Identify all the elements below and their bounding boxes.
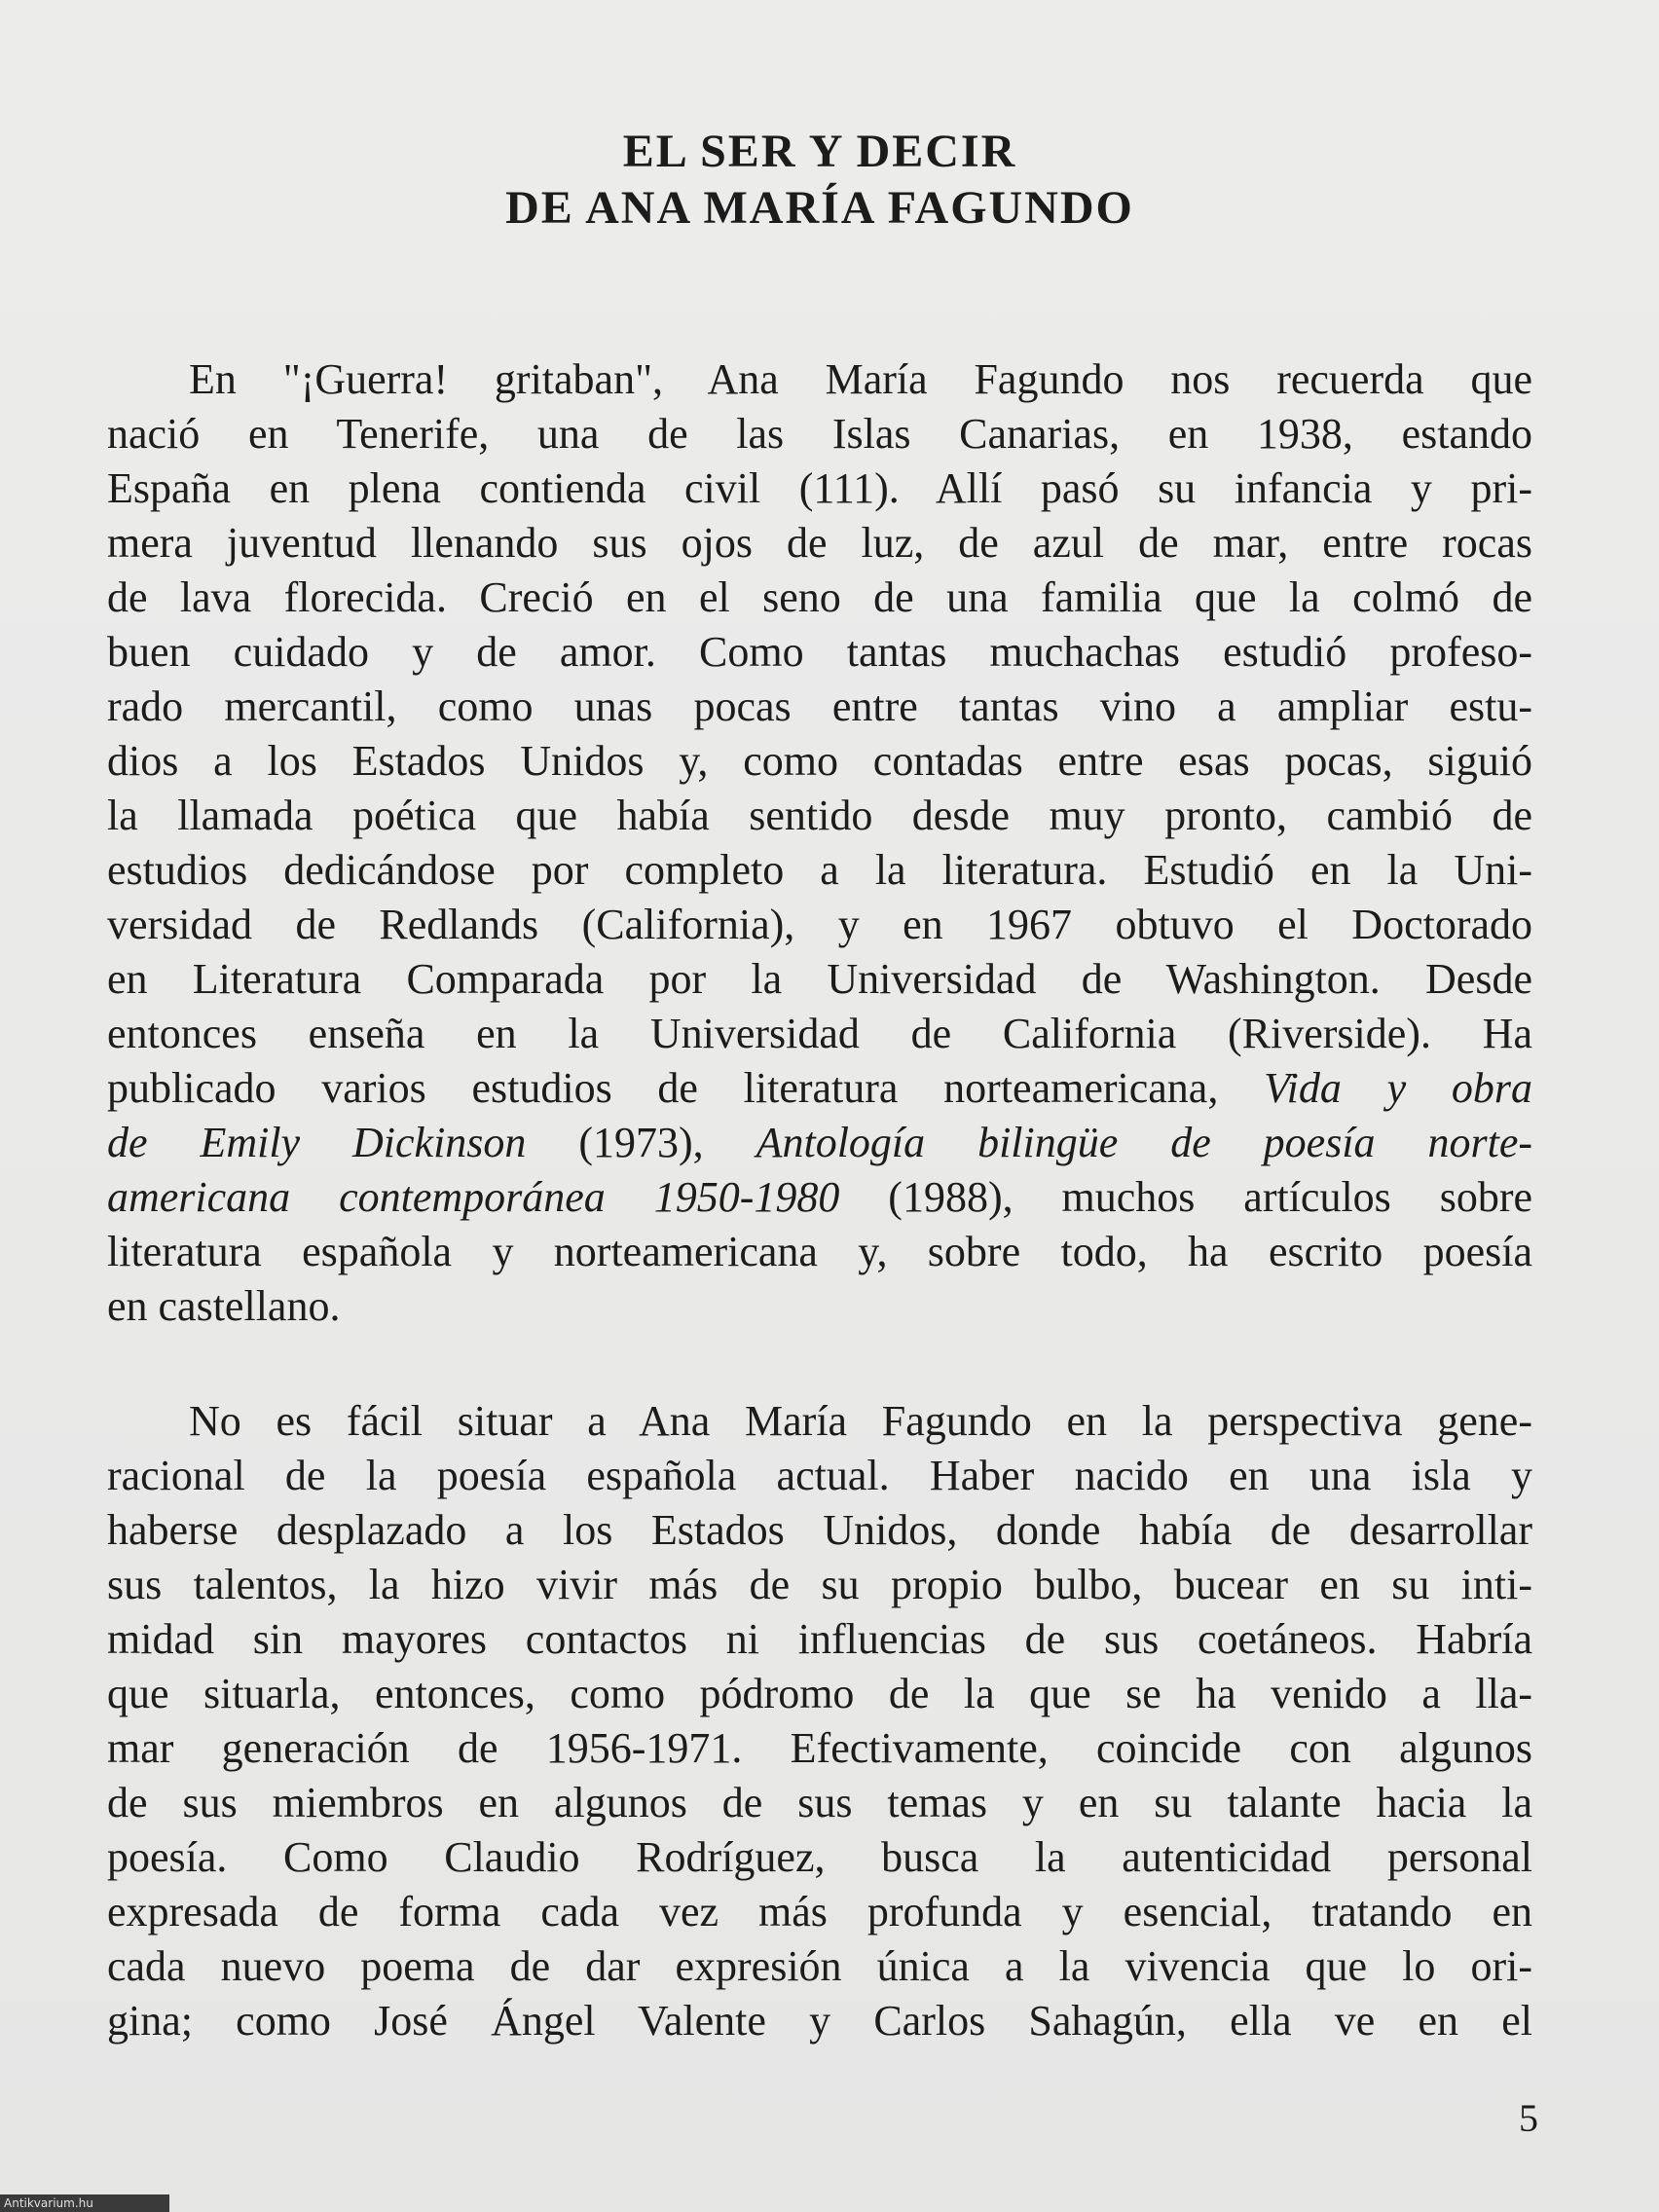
text-line: en castellano. — [107, 1282, 341, 1330]
text-line-mixed — [107, 1116, 1532, 1170]
text-line: de lava florecida. Creció en el seno de una familia que la colmó de — [107, 573, 1532, 621]
text-line: en Literatura Comparada por la Universidad de Washington. Desde — [107, 955, 1532, 1003]
text-line: gina; como José Ángel Valente y Carlos Sahagún, ella ve en el — [107, 1997, 1532, 2045]
text-line: que situarla, entonces, como pódromo de la que se ha venido a lla- — [107, 1670, 1532, 1717]
text-line: racional de la poesía española actual. Haber nacido en una isla y — [107, 1452, 1532, 1499]
page-number: 5 — [1519, 2096, 1538, 2140]
title-line-1: EL SER Y DECIR — [622, 126, 1017, 177]
text-segment: (1973), — [578, 1119, 704, 1166]
text-line: versidad de Redlands (California), y en 1967 obtuvo el Doctorado — [107, 901, 1532, 948]
text-line: En "¡Guerra! gritaban", Ana María Fagundo nos recuerda que — [189, 355, 1532, 403]
text-line: la llamada poética que había sentido desde muy pronto, cambió de — [107, 792, 1532, 839]
text-line: estudios dedicándose por completo a la literatura. Estudió en la Uni- — [107, 846, 1532, 894]
text-line: buen cuidado y de amor. Como tantas muchachas estudió profeso- — [107, 628, 1532, 676]
italic-book-title: Vida y obra — [1264, 1064, 1532, 1112]
watermark-label: Antikvarium.hu — [0, 2194, 169, 2212]
text-line: mera juventud llenando sus ojos de luz, de azul de mar, entre rocas — [107, 519, 1532, 567]
italic-book-title: americana contemporánea 1950-1980 — [107, 1173, 840, 1221]
title-line-2: DE ANA MARÍA FAGUNDO — [505, 182, 1134, 234]
text-line: rado mercantil, como unas pocas entre tantas vino a ampliar estu- — [107, 682, 1532, 730]
text-line: nació en Tenerife, una de las Islas Canarias, en 1938, estando — [107, 410, 1532, 458]
text-line-mixed — [107, 1170, 1532, 1225]
text-segment: (1988), muchos artículos sobre — [888, 1173, 1533, 1221]
text-line: sus talentos, la hizo vivir más de su propio bulbo, bucear en su inti- — [107, 1561, 1532, 1608]
text-line: de sus miembros en algunos de sus temas y en su talante hacia la — [107, 1779, 1532, 1826]
text-line: haberse desplazado a los Estados Unidos, donde había de desarrollar — [107, 1506, 1532, 1554]
text-line: poesía. Como Claudio Rodríguez, busca la autenticidad personal — [107, 1833, 1532, 1881]
text-segment: publicado varios estudios de literatura norteamericana, — [107, 1064, 1219, 1112]
text-line: literatura española y norteamericana y, sobre todo, ha escrito poesía — [107, 1228, 1532, 1275]
italic-book-title: Antología bilingüe de poesía norte- — [756, 1119, 1533, 1166]
text-line: expresada de forma cada vez más profunda y esencial, tratando en — [107, 1888, 1532, 1936]
text-line: dios a los Estados Unidos y, como contadas entre esas pocas, siguió — [107, 737, 1532, 785]
text-line: mar generación de 1956-1971. Efectivamente, coincide con algunos — [107, 1724, 1532, 1772]
italic-book-title: de Emily Dickinson — [107, 1119, 527, 1166]
text-line: cada nuevo poema de dar expresión única a la vivencia que lo ori- — [107, 1942, 1532, 1990]
text-line: España en plena contienda civil (111). Allí pasó su infancia y pri- — [107, 464, 1532, 512]
text-line: entonces enseña en la Universidad de California (Riverside). Ha — [107, 1010, 1532, 1057]
text-line: midad sin mayores contactos ni influencias de sus coetáneos. Habría — [107, 1615, 1532, 1663]
text-line: No es fácil situar a Ana María Fagundo en la perspectiva gene- — [189, 1397, 1532, 1445]
text-line-mixed — [107, 1061, 1532, 1116]
